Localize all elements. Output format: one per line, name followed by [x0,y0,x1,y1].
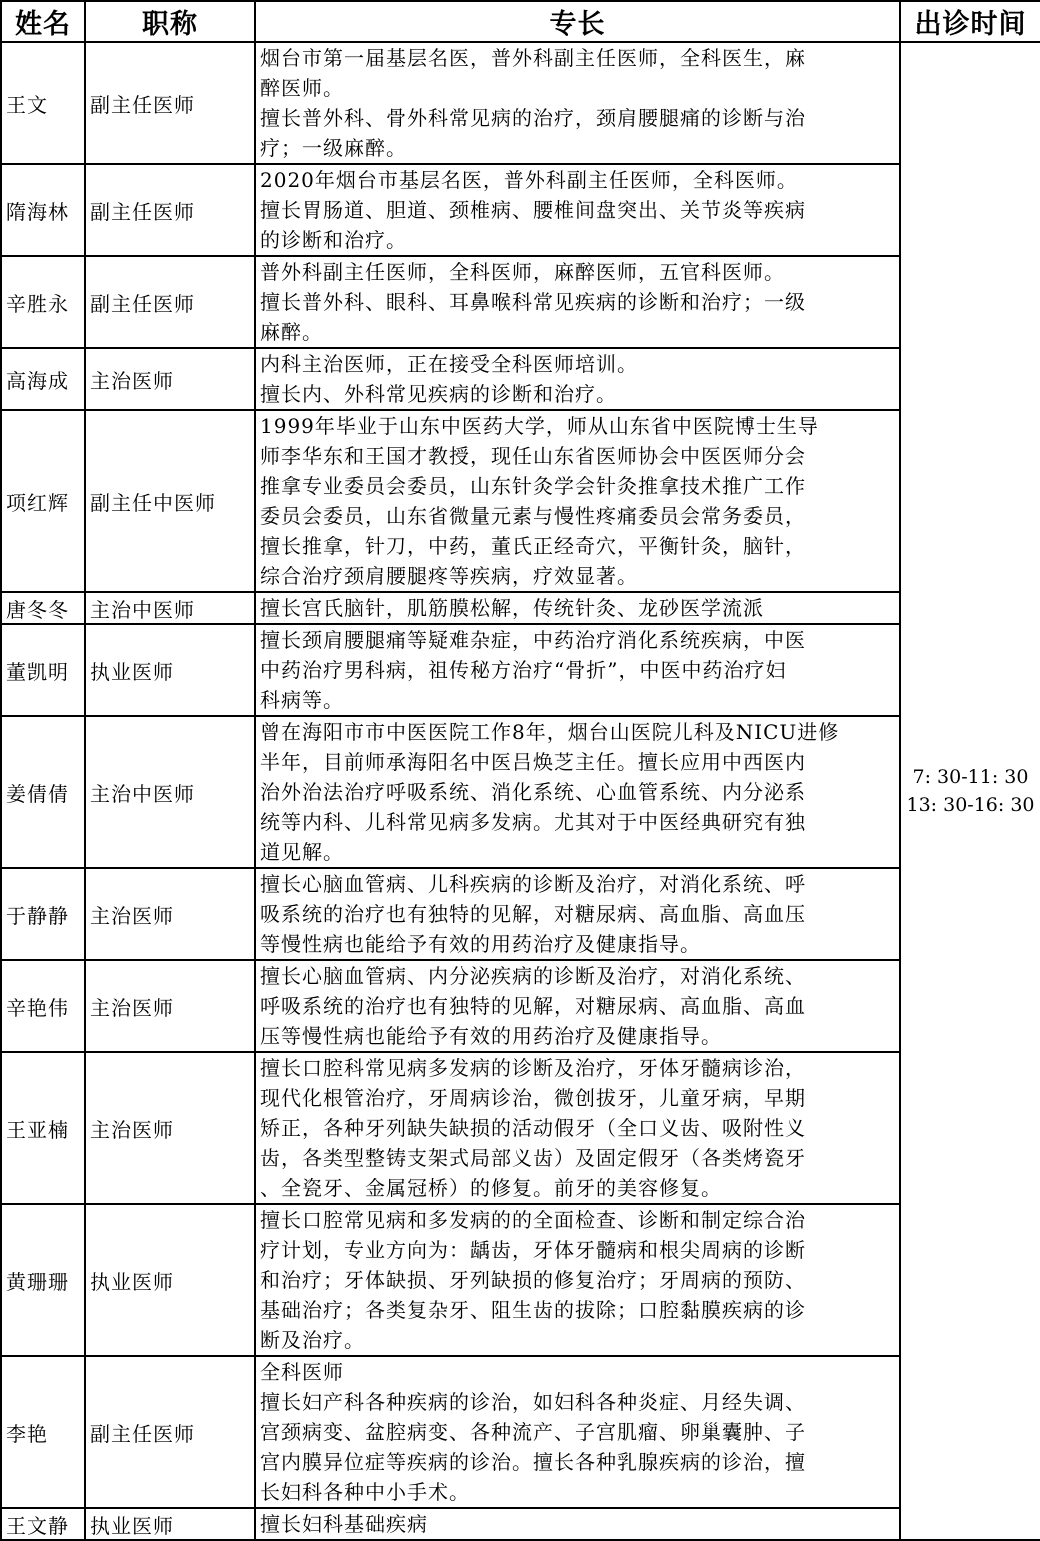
doctor-title: 主治中医师 [85,716,255,868]
specialty-line: 压等慢性病也能给予有效的用药治疗及健康指导。 [260,1024,722,1048]
doctor-specialty [255,42,900,164]
doctor-name: 黄珊珊 [1,1204,85,1356]
doctor-title: 副主任医师 [85,1356,255,1508]
table-row [1,868,1040,960]
doctor-specialty [255,868,900,960]
doctor-specialty [255,410,900,592]
table-row [1,624,1040,716]
doctor-name: 于静静 [1,868,85,960]
specialty-line: 道见解。 [260,840,344,864]
doctor-specialty [255,716,900,868]
doctor-title: 执业医师 [85,1508,255,1540]
table-row [1,1508,1040,1540]
specialty-line: 擅长口腔常见病和多发病的的全面检查、诊断和制定综合治 [260,1208,806,1232]
specialty-line: 烟台市第一届基层名医，普外科副主任医师，全科医生，麻 [260,46,806,70]
specialty-line: 擅长推拿，针刀，中药，董氏正经奇穴，平衡针灸，脑针， [260,534,806,558]
specialty-line: 吸系统的治疗也有独特的见解，对糖尿病、高血脂、高血压 [260,902,806,926]
specialty-line: 治外治法治疗呼吸系统、消化系统、心血管系统、内分泌系 [260,780,806,804]
table-row [1,256,1040,348]
specialty-line: 推拿专业委员会委员，山东针灸学会针灸推拿技术推广工作 [260,474,806,498]
specialty-line: 疗计划，专业方向为：龋齿，牙体牙髓病和根尖周病的诊断 [260,1238,806,1262]
specialty-line: 擅长宫氏脑针，肌筋膜松解，传统针灸、龙砂医学流派 [260,596,764,620]
specialty-line: 擅长普外科、眼科、耳鼻喉科常见疾病的诊断和治疗；一级 [260,290,806,314]
doctor-name: 李艳 [1,1356,85,1508]
specialty-line: 麻醉。 [260,320,323,344]
specialty-line: 擅长普外科、骨外科常见病的治疗，颈肩腰腿痛的诊断与治 [260,106,806,130]
table-row [1,348,1040,410]
specialty-line: 基础治疗；各类复杂牙、阻生齿的拔除；口腔黏膜疾病的诊 [260,1298,806,1322]
doctor-name: 王文 [1,42,85,164]
doctor-specialty [255,592,900,624]
specialty-line: 擅长心脑血管病、儿科疾病的诊断及治疗，对消化系统、呼 [260,872,806,896]
header-specialty: 专长 [255,1,900,42]
doctor-name: 姜倩倩 [1,716,85,868]
table-row [1,1052,1040,1204]
specialty-line: 擅长胃肠道、胆道、颈椎病、腰椎间盘突出、关节炎等疾病 [260,198,806,222]
doctor-title: 主治医师 [85,1052,255,1204]
table-row [1,1204,1040,1356]
table-row [1,164,1040,256]
specialty-line: 长妇科各种中小手术。 [260,1480,470,1504]
specialty-line: 等慢性病也能给予有效的用药治疗及健康指导。 [260,932,701,956]
doctor-specialty [255,1052,900,1204]
doctor-title: 主治医师 [85,960,255,1052]
doctor-title: 主治医师 [85,348,255,410]
doctor-title: 主治医师 [85,868,255,960]
specialty-line: 宫颈病变、盆腔病变、各种流产、子宫肌瘤、卵巢囊肿、子 [260,1420,806,1444]
specialty-line: 全科医师 [260,1360,344,1384]
specialty-line: 擅长口腔科常见病多发病的诊断及治疗，牙体牙髓病诊治， [260,1056,806,1080]
doctor-name: 唐冬冬 [1,592,85,624]
doctor-name: 高海成 [1,348,85,410]
table-row [1,1356,1040,1508]
specialty-line: 中药治疗男科病，祖传秘方治疗“骨折”，中医中药治疗妇 [260,658,787,682]
table-row [1,592,1040,624]
specialty-line: 宫内膜异位症等疾病的诊治。擅长各种乳腺疾病的诊治，擅 [260,1450,806,1474]
specialty-line: 醉医师。 [260,76,344,100]
doctor-title: 副主任中医师 [85,410,255,592]
table-body [1,42,1040,1540]
table-row [1,42,1040,164]
specialty-line: 1999年毕业于山东中医药大学，师从山东省中医院博士生导 [260,414,819,438]
doctor-name: 项红辉 [1,410,85,592]
header-name: 姓名 [1,1,85,42]
specialty-line: 半年，目前师承海阳名中医吕焕芝主任。擅长应用中西医内 [260,750,806,774]
doctor-title: 主治中医师 [85,592,255,624]
specialty-line: 师李华东和王国才教授，现任山东省医师协会中医医师分会 [260,444,806,468]
specialty-line: 的诊断和治疗。 [260,228,407,252]
doctor-name: 辛艳伟 [1,960,85,1052]
doctor-specialty [255,164,900,256]
doctor-specialty [255,1508,900,1540]
clinic-time [900,42,1040,1540]
specialty-line: 现代化根管治疗，牙周病诊治，微创拔牙，儿童牙病，早期 [260,1086,806,1110]
specialty-line: 2020年烟台市基层名医，普外科副主任医师，全科医师。 [260,168,798,192]
specialty-line: 普外科副主任医师，全科医师，麻醉医师，五官科医师。 [260,260,785,284]
specialty-line: 擅长心脑血管病、内分泌疾病的诊断及治疗，对消化系统、 [260,964,806,988]
doctor-name: 董凯明 [1,624,85,716]
specialty-line: 断及治疗。 [260,1328,365,1352]
table-row [1,716,1040,868]
clinic-time-afternoon: 13: 30-16: 30 [906,794,1035,816]
doctor-title: 副主任医师 [85,256,255,348]
specialty-line: 擅长妇产科各种疾病的诊治，如妇科各种炎症、月经失调、 [260,1390,806,1414]
specialty-line: 和治疗；牙体缺损、牙列缺损的修复治疗；牙周病的预防、 [260,1268,806,1292]
specialty-line: 、全瓷牙、金属冠桥）的修复。前牙的美容修复。 [260,1176,722,1200]
specialty-line: 综合治疗颈肩腰腿疼等疾病，疗效显著。 [260,564,638,588]
specialty-line: 矫正，各种牙列缺失缺损的活动假牙（全口义齿、吸附性义 [260,1116,806,1140]
specialty-line: 擅长妇科基础疾病 [260,1512,428,1536]
specialty-line: 科病等。 [260,688,344,712]
doctor-title: 副主任医师 [85,164,255,256]
doctor-title: 副主任医师 [85,42,255,164]
specialty-line: 呼吸系统的治疗也有独特的见解，对糖尿病、高血脂、高血 [260,994,806,1018]
doctor-specialty [255,256,900,348]
clinic-time-morning: 7: 30-11: 30 [912,766,1029,788]
specialty-line: 齿，各类型整铸支架式局部义齿）及固定假牙（各类烤瓷牙 [260,1146,806,1170]
specialty-line: 统等内科、儿科常见病多发病。尤其对于中医经典研究有独 [260,810,806,834]
doctor-name: 辛胜永 [1,256,85,348]
specialty-line: 擅长颈肩腰腿痛等疑难杂症，中药治疗消化系统疾病，中医 [260,628,806,652]
header-time: 出诊时间 [900,1,1040,42]
doctor-specialty [255,348,900,410]
header-title: 职称 [85,1,255,42]
doctor-title: 执业医师 [85,624,255,716]
doctor-specialty [255,624,900,716]
header-row [1,1,1040,42]
doctor-specialty [255,1356,900,1508]
doctor-specialty [255,960,900,1052]
doctor-specialty [255,1204,900,1356]
specialty-line: 疗；一级麻醉。 [260,136,407,160]
specialty-line: 擅长内、外科常见疾病的诊断和治疗。 [260,382,617,406]
doctor-name: 隋海林 [1,164,85,256]
specialty-line: 曾在海阳市市中医医院工作8年，烟台山医院儿科及NICU进修 [260,720,840,744]
table-row [1,410,1040,592]
specialty-line: 内科主治医师，正在接受全科医师培训。 [260,352,638,376]
doctor-title: 执业医师 [85,1204,255,1356]
doctor-name: 王文静 [1,1508,85,1540]
specialty-line: 委员会委员，山东省微量元素与慢性疼痛委员会常务委员， [260,504,806,528]
doctor-name: 王亚楠 [1,1052,85,1204]
table-row [1,960,1040,1052]
